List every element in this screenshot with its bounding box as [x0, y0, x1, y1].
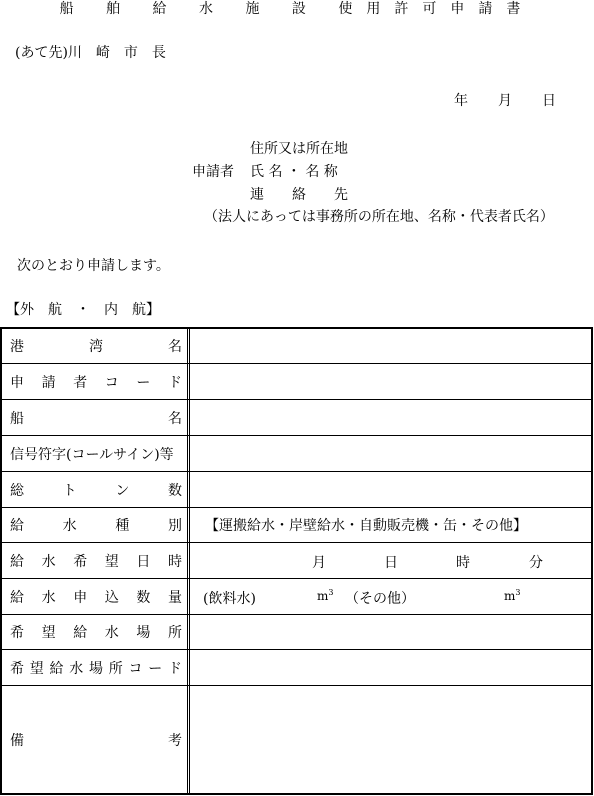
- drinking-water-label: (飲料水): [203, 591, 256, 607]
- desired-datetime-field[interactable]: [195, 543, 591, 578]
- label-char: 給: [10, 589, 24, 606]
- minute-unit: 分: [529, 555, 543, 571]
- label-char: 名: [168, 339, 182, 355]
- desired-location-field[interactable]: [195, 615, 591, 649]
- form-title: 船 舶 給 水 施 設 使用許可申請書: [59, 1, 535, 17]
- label-char: 給: [10, 553, 24, 570]
- label-char: 総: [10, 482, 24, 499]
- row-label-location-code: [2, 650, 190, 685]
- label-char: 水: [41, 589, 56, 606]
- applicant-note: （法人にあっては事務所の所在地、名称・代表者氏名）: [204, 209, 554, 225]
- date-line: [454, 90, 556, 110]
- label-char: 湾: [89, 339, 103, 355]
- label-char: 船: [10, 410, 24, 427]
- date-year: 年: [454, 93, 468, 109]
- label-char: 港: [10, 339, 24, 355]
- label-char: 希: [10, 625, 24, 641]
- applicant-contact-label: 連 絡 先: [250, 187, 348, 203]
- label-char: 所: [108, 660, 123, 677]
- label-char: 数: [167, 482, 182, 499]
- label-char: コ: [128, 660, 143, 677]
- label-char: コ: [104, 374, 119, 391]
- date-day: 日: [542, 93, 556, 109]
- label-char: 希: [10, 660, 24, 677]
- label-char: 給: [73, 625, 88, 641]
- row-label-call-sign: [2, 436, 190, 471]
- table-row: [2, 686, 591, 793]
- table-row: [2, 364, 591, 400]
- applicant-code-field[interactable]: [195, 364, 591, 399]
- label-char: 水: [69, 660, 84, 677]
- quantity-field[interactable]: [195, 579, 591, 614]
- intro-text: 次のとおり申請します。: [17, 258, 170, 274]
- label-char: ド: [168, 660, 182, 677]
- row-label-gross-tonnage: [2, 472, 190, 507]
- drinking-unit-base: m: [317, 589, 329, 603]
- label-char: 望: [104, 553, 119, 570]
- applicant-name-label: 氏 名 ・ 名 称: [250, 164, 338, 180]
- label-char: ド: [167, 374, 182, 391]
- other-unit: [504, 588, 520, 603]
- label-char: ト: [62, 482, 77, 499]
- label-char: 所: [167, 625, 182, 641]
- row-label-desired-location: [2, 615, 190, 649]
- application-table: [0, 327, 593, 795]
- label-char: 場: [89, 660, 103, 677]
- label-char: 備: [10, 732, 24, 749]
- location-code-field[interactable]: [195, 650, 591, 685]
- label-char: 名: [168, 410, 182, 427]
- row-label-applicant-code: [2, 364, 190, 399]
- row-label-desired-datetime: [2, 543, 190, 578]
- label-char: ー: [136, 374, 151, 391]
- label-char: 日: [136, 553, 151, 570]
- table-row: [2, 436, 591, 472]
- table-row: [2, 472, 591, 508]
- addressee: (あて先)川 崎 市 長: [15, 45, 166, 61]
- label-char: 請: [41, 374, 56, 391]
- date-month: 月: [498, 93, 512, 109]
- row-label-port: [2, 329, 190, 363]
- other-unit-exp: 3: [515, 588, 521, 597]
- label-char: 込: [104, 589, 119, 606]
- label-char: 水: [62, 518, 77, 534]
- table-row: [2, 400, 591, 436]
- label-char: 時: [167, 553, 182, 570]
- label-char: 量: [167, 589, 182, 606]
- table-row: [2, 543, 591, 579]
- port-name-field[interactable]: [195, 329, 591, 363]
- row-label-supply-type: [2, 508, 190, 542]
- gross-tonnage-field[interactable]: [195, 472, 591, 507]
- label-char: 給: [49, 660, 64, 677]
- other-water-label: （その他）: [345, 591, 415, 607]
- supply-type-field[interactable]: [195, 508, 591, 542]
- table-row: [2, 579, 591, 615]
- supply-type-options: 【運搬給水・岸壁給水・自動販売機・缶・その他】: [205, 518, 527, 534]
- call-sign-label-text: 信号符字(コールサイン)等: [10, 446, 174, 463]
- label-char: ン: [115, 482, 130, 499]
- call-sign-field[interactable]: [195, 436, 591, 471]
- applicant-address-label: 住所又は所在地: [250, 141, 348, 157]
- ship-name-field[interactable]: [195, 400, 591, 435]
- label-char: ー: [148, 660, 163, 677]
- applicant-prefix: 申請者: [192, 164, 234, 180]
- label-char: 別: [167, 518, 182, 534]
- label-char: 申: [10, 374, 24, 391]
- label-char: 望: [29, 660, 44, 677]
- label-char: 考: [168, 732, 182, 749]
- label-char: 給: [10, 518, 24, 534]
- label-char: 水: [41, 553, 56, 570]
- label-char: 水: [104, 625, 119, 641]
- table-row: [2, 508, 591, 543]
- other-unit-base: m: [504, 589, 516, 603]
- row-label-quantity: [2, 579, 190, 614]
- table-row: [2, 329, 591, 364]
- label-char: 種: [115, 518, 130, 534]
- day-unit: 日: [384, 555, 398, 571]
- table-row: [2, 615, 591, 650]
- label-char: 申: [73, 589, 88, 606]
- label-char: 者: [73, 374, 88, 391]
- drinking-unit-exp: 3: [328, 588, 334, 597]
- label-char: 数: [136, 589, 151, 606]
- section-heading: 【外 航 ・ 内 航】: [6, 302, 160, 318]
- month-unit: 月: [312, 555, 326, 571]
- label-char: 場: [136, 625, 151, 641]
- hour-unit: 時: [456, 555, 470, 571]
- row-label-remarks: [2, 686, 190, 793]
- row-label-ship-name: [2, 400, 190, 435]
- table-row: [2, 650, 591, 686]
- drinking-unit: [317, 588, 333, 603]
- label-char: 望: [41, 625, 56, 641]
- label-char: 希: [73, 553, 88, 570]
- remarks-field[interactable]: [195, 686, 591, 793]
